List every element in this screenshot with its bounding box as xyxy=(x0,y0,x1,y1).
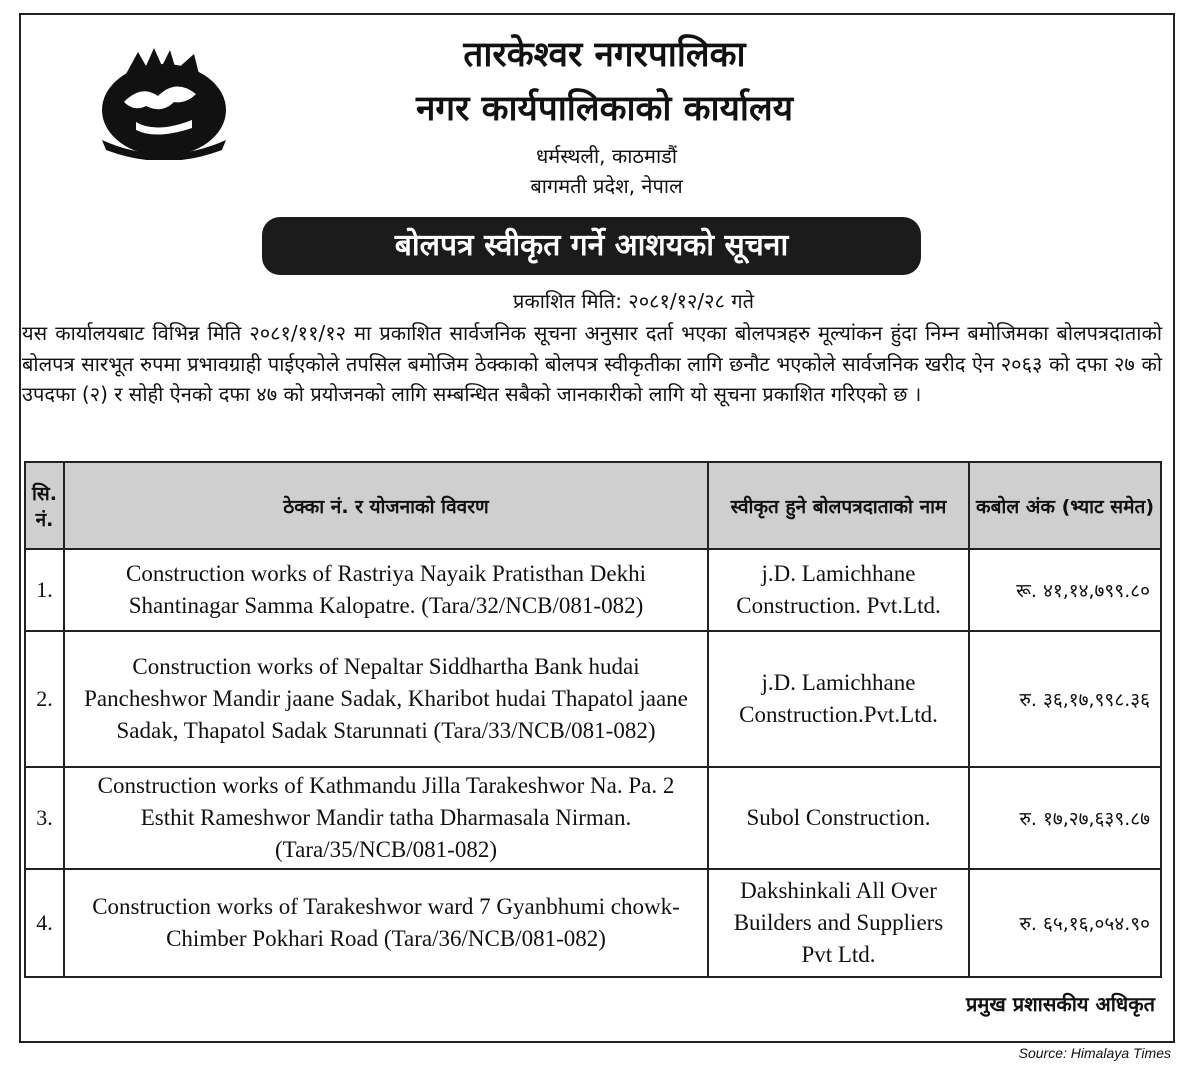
row-amount: रु. १७,२७,६३९.८७ xyxy=(969,767,1161,869)
address-line-2: बागमती प्रदेश, नेपाल xyxy=(530,174,683,198)
table-row xyxy=(25,549,1161,631)
table-row xyxy=(25,631,1161,767)
row-sn: 4. xyxy=(25,869,64,977)
row-sn: 1. xyxy=(25,549,64,631)
signatory: प्रमुख प्रशासकीय अधिकृत xyxy=(966,992,1155,1016)
row-bidder: j.D. Lamichhane Construction.Pvt.Ltd. xyxy=(708,631,969,767)
notice-title-banner: बोलपत्र स्वीकृत गर्ने आशयको सूचना xyxy=(262,217,921,275)
header-bidder: स्वीकृत हुने बोलपत्रदाताको नाम xyxy=(708,462,969,549)
table-row xyxy=(25,767,1161,869)
row-bidder: j.D. Lamichhane Construction. Pvt.Ltd. xyxy=(708,549,969,631)
header-description: ठेक्का नं. र योजनाको विवरण xyxy=(64,462,708,549)
row-sn: 3. xyxy=(25,767,64,869)
row-description: Construction works of Rastriya Nayaik Pratisthan Dekhi Shantinagar Samma Kalopatre. (Tara/32/NCB/081-082) xyxy=(64,549,708,631)
address-line-1: धर्मस्थली, काठमाडौं xyxy=(535,144,678,168)
row-description: Construction works of Nepaltar Siddhartha Bank hudai Pancheshwor Mandir jaane Sadak, Kharibot hudai Thapatol jaane Sadak, Thapatol Sadak Starunnati (Tara/33/NCB/081-082) xyxy=(64,631,708,767)
notice-body: यस कार्यालयबाट विभिन्न मिति २०८१/११/१२ मा प्रकाशित सार्वजनिक सूचना अनुसार दर्ता भएका बोलपत्रहरु मूल्यांकन हुंदा निम्न बमोजिमका बोलपत्रदाताको बोलपत्र सारभूत रुपमा प्रभावग्राही पाईएकोले तपसिल बमोजिम ठेक्काको बोलपत्र स्वीकृतीका लागि छनौट भएकोले सार्वजनिक खरीद ऐन २०६३ को दफा २७ को उपदफा (२) र सोही ऐनको दफा ४७ को प्रयोजनको लागि सम्बन्धित सबैको जानकारीको लागि यो सूचना प्रकाशित गरिएको छ । xyxy=(22,321,1162,406)
row-amount: रू. ४१,१४,७९९.८० xyxy=(969,549,1161,631)
org-name: तारकेश्वर नगरपालिका xyxy=(463,35,746,75)
row-description: Construction works of Tarakeshwor ward 7 Gyanbhumi chowk- Chimber Pokhari Road (Tara/36/NCB/081-082) xyxy=(64,869,708,977)
table-row xyxy=(25,869,1161,977)
table-header-row xyxy=(25,462,1161,549)
published-date: प्रकाशित मिति: २०८१/१२/२८ गते xyxy=(513,289,754,313)
bid-acceptance-table xyxy=(24,461,1162,978)
row-amount: रु. ३६,१७,९९८.३६ xyxy=(969,631,1161,767)
header-sn: सि. नं. xyxy=(25,462,64,549)
source-credit: Source: Himalaya Times xyxy=(1018,1045,1171,1061)
row-bidder: Dakshinkali All Over Builders and Suppliers Pvt Ltd. xyxy=(708,869,969,977)
row-amount: रु. ६५,१६,०५४.९० xyxy=(969,869,1161,977)
row-sn: 2. xyxy=(25,631,64,767)
office-name: नगर कार्यपालिकाको कार्यालय xyxy=(415,89,794,129)
row-description: Construction works of Kathmandu Jilla Tarakeshwor Na. Pa. 2 Esthit Rameshwor Mandir tatha Dharmasala Nirman. (Tara/35/NCB/081-082) xyxy=(64,767,708,869)
header-amount: कबोल अंक (भ्याट समेत) xyxy=(969,462,1161,549)
row-bidder: Subol Construction. xyxy=(708,767,969,869)
